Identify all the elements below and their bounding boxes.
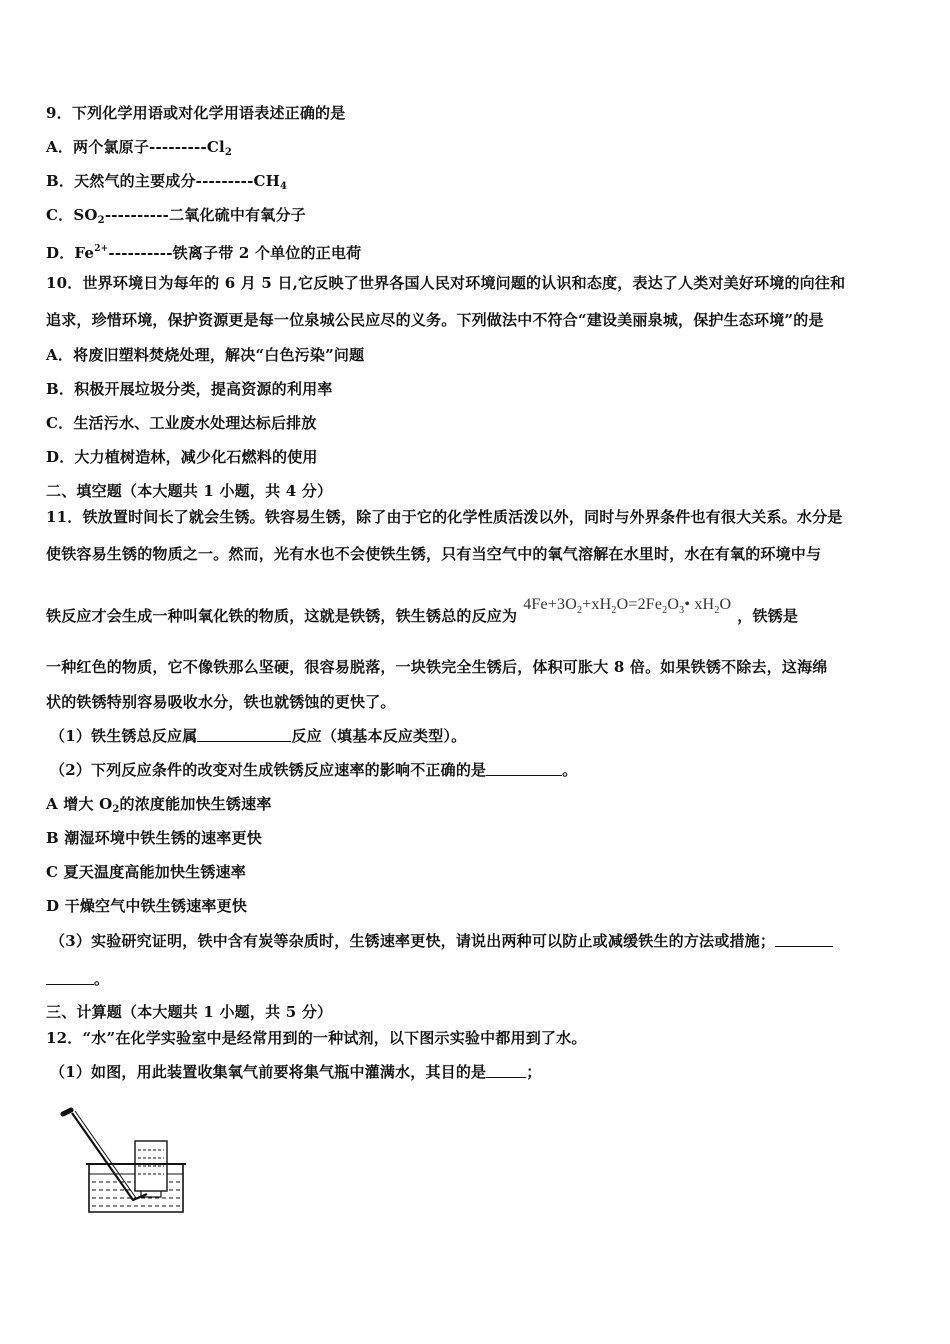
q11-passage-line1: 11．铁放置时间长了就会生锈。铁容易生锈，除了由于它的化学性质活泼以外，同时与外界条件也有很大关系。水分是 (46, 508, 843, 526)
q11-sub2-answer-blank[interactable] (486, 761, 562, 776)
q11-option-c: C 夏天温度高能加快生锈速率 (46, 863, 246, 881)
q9-option-b: B．天然气的主要成分$---------CH_4$ (46, 172, 288, 192)
q11-sub1: （1）铁生锈总反应属 反应（填基本反应类型）。 (50, 727, 467, 745)
q11-sub3: （3）实验研究证明，铁中含有炭等杂质时，生锈速率更快，请说出两种可以防止或减缓铁生的方法或措施； (50, 931, 833, 951)
q10-option-a: A．将废旧塑料焚烧处理，解决“白色污染”问题 (46, 346, 365, 364)
q11-sub3-continuation: 。 (46, 969, 109, 989)
q9-option-d: D．$Fe^{2+}----------$铁离子带 2 个单位的正电荷 (46, 244, 362, 262)
q11-sub1-answer-blank[interactable] (197, 727, 291, 742)
q11-sub3-answer-blank-part1[interactable] (775, 932, 833, 947)
section-2-heading: 二、填空题（本大题共 1 小题，共 4 分） (46, 482, 333, 500)
rust-reaction-equation: $4Fe+3O_2+xH_2O=2Fe_2O_3•$ $xH_2O$ (523, 596, 732, 616)
q12-sub1: （1）如图，用此装置收集氧气前要将集气瓶中灌满水，其目的是 ； (50, 1063, 542, 1081)
q10-option-d: D．大力植树造林，减少化石燃料的使用 (46, 448, 318, 466)
q9-option-c: C．$SO_2----------$二氧化硫中有氧分子 (46, 206, 306, 226)
q11-option-d: D 干燥空气中铁生锈速率更快 (46, 897, 248, 915)
q11-passage-line4: 一种红色的物质，它不像铁那么坚硬，很容易脱落，一块铁完全生锈后，体积可胀大 8 倍。如果铁锈不除去，这海绵 (46, 658, 828, 676)
water-gas-collection-apparatus-figure (55, 1104, 195, 1219)
q10-stem-line2: 追求，珍惜环境，保护资源更是每一位泉城公民应尽的义务。下列做法中不符合“建设美丽泉城，保护生态环境”的是 (46, 311, 824, 329)
q12-stem: 12．“水”在化学实验室中是经常用到的一种试剂，以下图示实验中都用到了水。 (46, 1029, 587, 1047)
section-3-heading: 三、计算题（本大题共 1 小题，共 5 分） (46, 1003, 333, 1021)
q11-sub2: （2）下列反应条件的改变对生成铁锈反应速率的影响不正确的是 。 (50, 761, 578, 779)
q10-stem-line1: 10．世界环境日为每年的 6 月 5 日,它反映了世界各国人民对环境问题的认识和态度，表达了人类对美好环境的向往和 (46, 274, 846, 292)
q10-option-b: B．积极开展垃圾分类，提高资源的利用率 (46, 380, 333, 398)
q10-option-c: C．生活污水、工业废水处理达标后排放 (46, 414, 317, 432)
q11-passage-line2: 使铁容易生锈的物质之一。然而，光有水也不会使铁生锈，只有当空气中的氧气溶解在水里时，水在有氧的环境中与 (46, 545, 822, 563)
q11-option-b: B 潮湿环境中铁生锈的速率更快 (46, 829, 262, 847)
q11-option-a: A 增大 $O_2$的浓度能加快生锈速率 (46, 795, 272, 815)
q9-option-a: A．两个氯原子$---------Cl_2$ (46, 138, 233, 158)
q9-stem: 9．下列化学用语或对化学用语表述正确的是 (46, 104, 346, 122)
q12-sub1-answer-blank[interactable] (486, 1063, 526, 1078)
q11-passage-line3: 铁反应才会生成一种叫氧化铁的物质，这就是铁锈，铁生锈总的反应为$4Fe+3O_2+xH_2O=2Fe_2O_3•$ $xH_2O$，铁锈是 (46, 596, 799, 625)
q11-sub3-answer-blank-part2[interactable] (46, 970, 94, 985)
q11-passage-line5: 状的铁锈特别容易吸收水分，铁也就锈蚀的更快了。 (46, 693, 396, 711)
